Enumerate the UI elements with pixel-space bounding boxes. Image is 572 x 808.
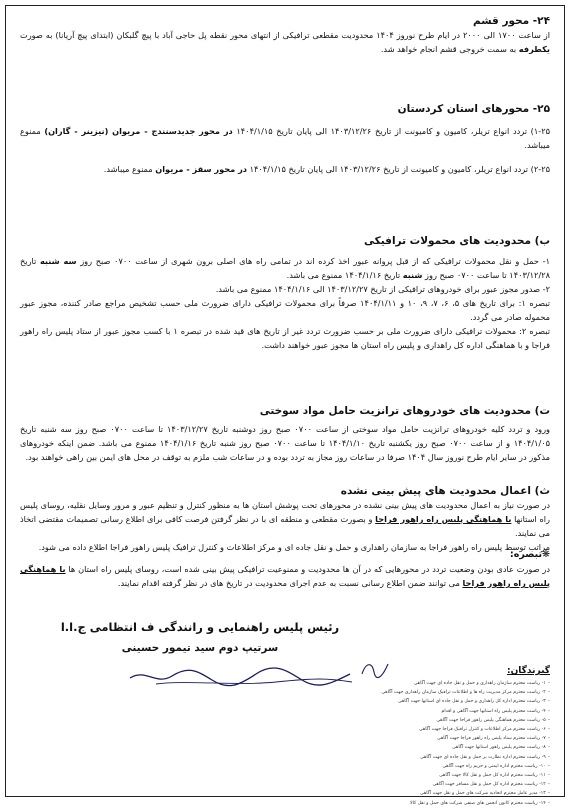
tabsare-text: در صورت عادی بودن وضعیت تردد در محورهایی که در آن ها محدودیت و ممنوعیت ترافیکی پیش بینی شده است، روسای پلیس راه استان ها (65, 564, 550, 574)
recipient-item: – ۱۰- ریاست محترم اداره ایمنی و حریم راه جهت آگاهی (250, 762, 550, 771)
th-underlined: با هماهنگی پلیس راه راهور فراجا (375, 514, 512, 524)
document-page (5, 5, 565, 806)
recipient-item: – ۱- ریاست محترم سازمان راهداری و حمل و نقل جاده ای جهت آگاهی (250, 679, 550, 688)
item-bold: در محور سقز - مریوان (155, 164, 247, 174)
item-text: ۱-۲۵) تردد انواع تریلر، کامیون و کامیونت از تاریخ ۱۴۰۳/۱۲/۲۶ الی پایان تاریخ ۱۴۰۴/۱/۱۵ (232, 126, 550, 136)
section-t-body: ورود و تردد کلیه خودروهای ترانزیت حامل مواد سوختی از ساعت ۰۷۰۰ صبح روز دوشنبه تاریخ ۱۴۰۳/۱۲/۲۷ تا ساعت ۰۷۰۰ صبح روز سه شنبه تاریخ ۱۴۰۴/۱/۰۵ و از ساعت ۰۷۰۰ صبح روز یکشنبه تاریخ ۱۴۰۴/۱/۱۰ تا ساعت ۰۷۰۰ صبح روز شنبه تاریخ ۱۴۰۴/۱/۱۶ ممنوع می باشد. ضمن اینکه خودروهای مذکور در سایر ایام طرح نوروز سال ۱۴۰۴ صرفا در ساعات روز مجاز به تردد بوده و در ساعات شب ملزم به توقف در محل های ایمن بین راهی خواهند بود. (20, 424, 551, 462)
section-t-heading: ت) محدودیت های خودروهای ترانزیت حامل مواد سوختی (259, 405, 550, 417)
signature-name: سرتیپ دوم سید تیمور حسینی (121, 642, 279, 654)
item-text-end: ممنوع میباشد. (20, 126, 550, 150)
item-text: ۲-۲۵) تردد انواع تریلر، کامیون و کامیونت از تاریخ ۱۴۰۳/۱۲/۲۶ الی پایان تاریخ ۱۴۰۴/۱/۱۵ (247, 164, 550, 174)
recipients-title: گیرندگان: (507, 666, 550, 676)
tabsare-text-end: می توانند ضمن اطلاع رسانی نسبت به عدم اجرای محدودیت در تاریخ های در نظر گرفته اقدام نمایند. (117, 578, 463, 588)
section-24-text-end: به سمت خروجی قشم انجام خواهد شد. (380, 44, 519, 54)
section-24 (20, 14, 550, 56)
section-tabsare (20, 548, 550, 590)
section-b-note-2: تبصره ۲: محمولات ترافیکی دارای ضرورت ملی بر حسب ضرورت تردد غیر از تاریخ های قید شده در تبصره ۱ با کسب مجوز عبور از ستاد پلیس راه راهور فراجا و با هماهنگی اداره کل راهداری و پلیس راه استان ها مجوز عبور خواهند داشت. (20, 326, 550, 350)
section-th-body (20, 498, 550, 540)
section-24-heading: ۲۴- محور قشم (473, 15, 550, 27)
section-b-item-1 (20, 254, 550, 282)
section-b-heading: ب) محدودیت های محمولات ترافیکی (364, 235, 550, 247)
recipient-item: – ۲- ریاست محترم مرکز مدیریت راه ها و اطلاعات ترافیک سازمان راهداری جهت آگاهی (250, 688, 550, 697)
item-text-end: ممنوع میباشد. (103, 164, 156, 174)
recipient-item: – ۴- ریاست محترم پلیس راه استانها جهت آگاهی و اقدام (250, 707, 550, 716)
recipients-list (250, 679, 550, 808)
item-text: ۱- حمل و نقل محمولات ترافیکی که از قبل پروانه عبور اخذ کرده اند در تمامی راه های اصلی برون شهری از ساعت ۰۷۰۰ صبح روز (76, 256, 550, 266)
recipient-item: – ۱۱- ریاست محترم اداره کل حمل و نقل کالا جهت آگاهی (250, 771, 550, 780)
tabsare-underlined: با هماهنگی پلیس راه راهور فراجا (20, 564, 550, 588)
recipient-item: – ۱۳- مدیر عامل محترم اتحادیه شرکت های حمل و نقل جهت آگاهی (250, 789, 550, 798)
section-th-heading: ث) اعمال محدودیت های پیش بینی نشده (340, 485, 550, 497)
th-text-end: و بصورت مقطعی و منطقه ای با در نظر گرفتن فرصت کافی برای اطلاع رسانی تصمیمات مقتضی اتخاذ می نمایند. (20, 514, 550, 538)
item-bold: سه شنبه (39, 256, 77, 266)
th-text: در صورت نیاز به اعمال محدودیت های پیش بینی نشده در محورهای تحت پوشش استان ها به منظور کنترل و تنظیم عبور و مرور وسایل نقلیه، روسای پلیس راه استانها (20, 500, 550, 524)
tabsare-heading-text: تبصره: (509, 549, 543, 560)
section-th (20, 484, 550, 554)
section-b-note-1: تبصره ۱: برای تاریخ های ۵، ۶، ۷، ۹، ۱۰ و ۱۴۰۴/۱/۱۱ صرفاً برای محمولات ترافیکی دارای ضرورت ملی حسب تشخیص مراجع صادر کننده، مجوز عبور محموله صادر می گردد. (20, 298, 551, 322)
item-bold: در محور جدیدسنندج - مریوان (نیزینر - گاران) (44, 126, 233, 136)
tabsare-heading: ❋تبصره: (509, 549, 550, 560)
tabsare-body (20, 562, 550, 590)
section-b (20, 234, 550, 352)
item-text-mid: تاریخ ۱۴۰۳/۱۲/۲۸ تا ساعت ۰۷۰۰ صبح روز (20, 256, 550, 280)
recipient-item: – ۵- ریاست محترم هماهنگی پلیس راهور فراجا جهت آگاهی (250, 716, 550, 725)
item-bold-2: شنبه (402, 270, 423, 280)
recipients-block (250, 666, 550, 808)
recipient-item: – ۷- ریاست محترم ستاد پلیس راه راهور فراجا جهت آگاهی (250, 734, 550, 743)
section-b-item-2: ۲- صدور مجوز عبور برای خودروهای ترافیکی از تاریخ ۱۴۰۳/۱۲/۲۷ الی ۱۴۰۴/۱/۱۶ ممنوع می باشد. (215, 284, 550, 294)
recipient-item: – ۱۲- ریاست محترم اداره کل حمل و نقل مسافر جهت آگاهی (250, 780, 550, 789)
signature-title: رئیس پلیس راهنمایی و رانندگی ف انتظامی ج.ا.ا (60, 620, 340, 634)
section-25-heading: ۲۵- محورهای استان کردستان (397, 103, 550, 115)
recipient-item: – ۸- ریاست محترم پلیس راهور استانها جهت آگاهی (250, 743, 550, 752)
item-text-end: تاریخ ۱۴۰۴/۱/۱۶ ممنوع می باشد. (286, 270, 403, 280)
section-24-text: از ساعت ۱۷۰۰ الی ۲۰۰۰ در ایام طرح نوروز ۱۴۰۴ محدودیت مقطعی ترافیکی از انتهای محور نقطه پل حاجی آباد با پیچ گلبکان (ابتدای پیچ آریانا) به صورت (20, 30, 551, 40)
section-24-body (20, 28, 550, 56)
recipient-item: – ۹- ریاست محترم اداره نظارت بر حمل و نقل جاده ای جهت آگاهی (250, 753, 550, 762)
section-t (20, 404, 550, 464)
section-25-item-2 (20, 162, 550, 176)
section-th-body-2: مراتب توسط پلیس راه راهور فراجا به سازمان راهداری و حمل و نقل جاده ای و مرکز اطلاعات و کنترل ترافیک پلیس راهور فراجا اطلاع داده می شود. (38, 542, 550, 552)
section-25-item-1 (20, 124, 550, 152)
section-25 (20, 102, 550, 176)
recipient-item: – ۳- ریاست محترم اداره کل راهداری و حمل و نقل جاده ای استانها جهت آگاهی (250, 697, 550, 706)
recipient-item: – ۱۴- ریاست محترم کانون انجمن های صنفی شرکت های حمل و نقل کالا (250, 799, 550, 808)
recipient-item: – ۶- ریاست محترم مرکز اطلاعات و کنترل ترافیک فراجا جهت آگاهی (250, 725, 550, 734)
section-24-bold: یکطرفه (518, 44, 550, 54)
signature-block (50, 620, 350, 654)
